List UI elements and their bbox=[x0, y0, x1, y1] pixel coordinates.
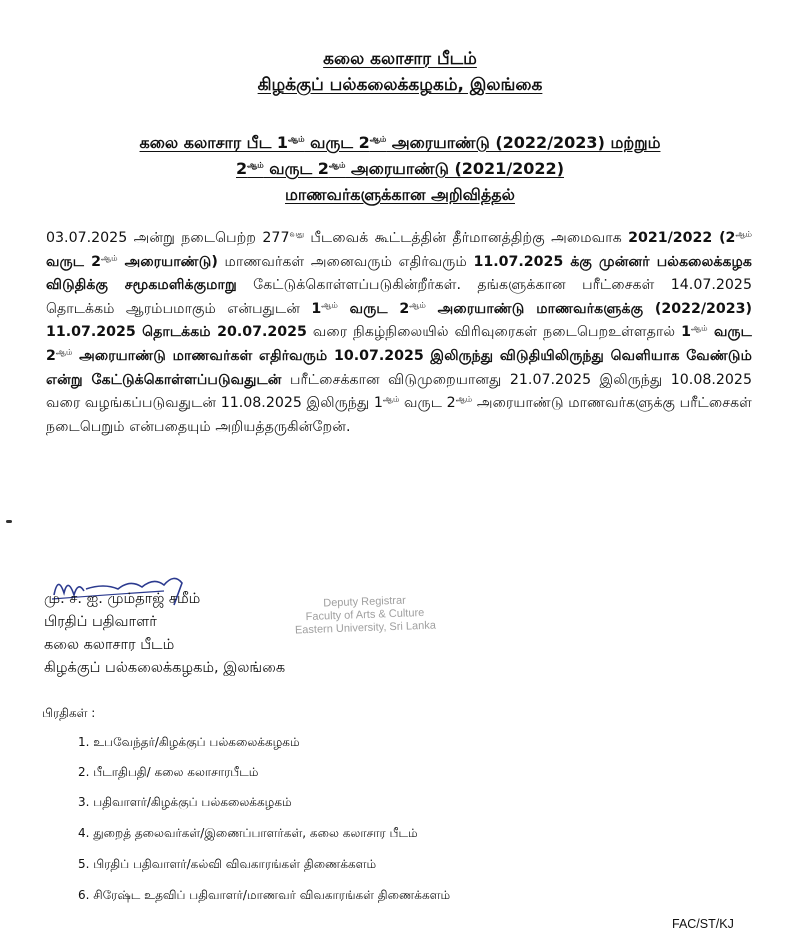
copy-recipient: 6. சிரேஷ்ட உதவிப் பதிவாளர்/மாணவர் விவகாரங்கள் திணைக்களம் bbox=[78, 888, 451, 902]
signer-name: மு. ச. ஐ. மும்தாஜ் சமீம் bbox=[44, 591, 201, 607]
official-stamp bbox=[284, 593, 445, 638]
notice-title-line-1: கலை கலாசார பீட $1^{ஆம்}$ வருட $2^{ஆம்}$ அரையாண்டு (2022/2023) மற்றும் bbox=[139, 133, 661, 152]
faculty-heading: கலை கலாசார பீடம் bbox=[323, 49, 477, 69]
stamp-line: Faculty of Arts & Culture bbox=[305, 606, 425, 624]
copy-recipient: 1. உபவேந்தர்/கிழக்குப் பல்கலைக்கழகம் bbox=[78, 735, 300, 749]
margin-mark bbox=[6, 520, 12, 523]
copy-recipient: 3. பதிவாளர்/கிழக்குப் பல்கலைக்கழகம் bbox=[78, 795, 292, 809]
copies-label: பிரதிகள் : bbox=[42, 706, 96, 720]
notice-body: 03.07.2025 அன்று நடைபெற்ற $277^{வது}$ பீடவைக் கூட்டத்தின் தீர்மானத்திற்கு அமைவாக 2021/2022 ($2^{ஆம்}$ வருட $2^{ஆம்}$ அரையாண்டு) மாணவர்கள் அனைவரும் எதிர்வரும் 11.07.2025 க்கு முன்னர் பல்கலைக்கழக விடுதிக்கு சமூகமளிக்குமாறு கேட்டுக்கொள்ளப்படுகின்றீர்கள். தங்களுக்கான பரீட்சைகள் 14.07.2025 தொடக்கம் ஆரம்பமாகும் என்பதுடன் $1^{ஆம்}$ வருட $2^{ஆம்}$ அரையாண்டு மாணவர்களுக்கு (2022/2023) 11.07.2025 தொடக்கம் 20.07.2025 வரை நிகழ்நிலையில் விரிவுரைகள் நடைபெறஉள்ளதால் $1^{ஆம்}$ வருட $2^{ஆம்}$ அரையாண்டு மாணவர்கள் எதிர்வரும் 10.07.2025 இலிருந்து விடுதியிலிருந்து வெளியாக வேண்டும் என்று கேட்டுக்கொள்ளப்படுவதுடன் பரீட்சைக்கான விடுமுறையானது 21.07.2025 இலிருந்து 10.08.2025 வரை வழங்கப்படுவதுடன் 11.08.2025 இலிருந்து $1^{ஆம்}$ வருட $2^{ஆம்}$ அரையாண்டு மாணவர்களுக்கு பரீட்சைகள் நடைபெறும் என்பதையும் அறியத்தருகின்றேன். bbox=[46, 229, 753, 435]
copy-recipient: 4. துறைத் தலைவர்கள்/இணைப்பாளர்கள், கலை கலாசார பீடம் bbox=[78, 826, 418, 840]
university-heading: கிழக்குப் பல்கலைக்கழகம், இலங்கை bbox=[257, 75, 543, 95]
notice-title-line-2: $2^{ஆம்}$ வருட $2^{ஆம்}$ அரையாண்டு (2021/2022) bbox=[236, 159, 564, 178]
stamp-line: Eastern University, Sri Lanka bbox=[294, 619, 437, 637]
copy-recipient: 5. பிரதிப் பதிவாளர்/கல்வி விவகாரங்கள் திணைக்களம் bbox=[78, 857, 377, 871]
stamp-line: Deputy Registrar bbox=[323, 594, 406, 610]
copy-recipient: 2. பீடாதிபதி/ கலை கலாசாரபீடம் bbox=[78, 765, 259, 779]
reference-code: FAC/ST/KJ bbox=[672, 917, 734, 931]
signer-role: பிரதிப் பதிவாளர் bbox=[44, 614, 157, 630]
signer-faculty: கலை கலாசார பீடம் bbox=[44, 637, 175, 653]
notice-title-line-3: மாணவர்களுக்கான அறிவித்தல் bbox=[285, 185, 515, 204]
signer-university: கிழக்குப் பல்கலைக்கழகம், இலங்கை bbox=[44, 660, 286, 676]
